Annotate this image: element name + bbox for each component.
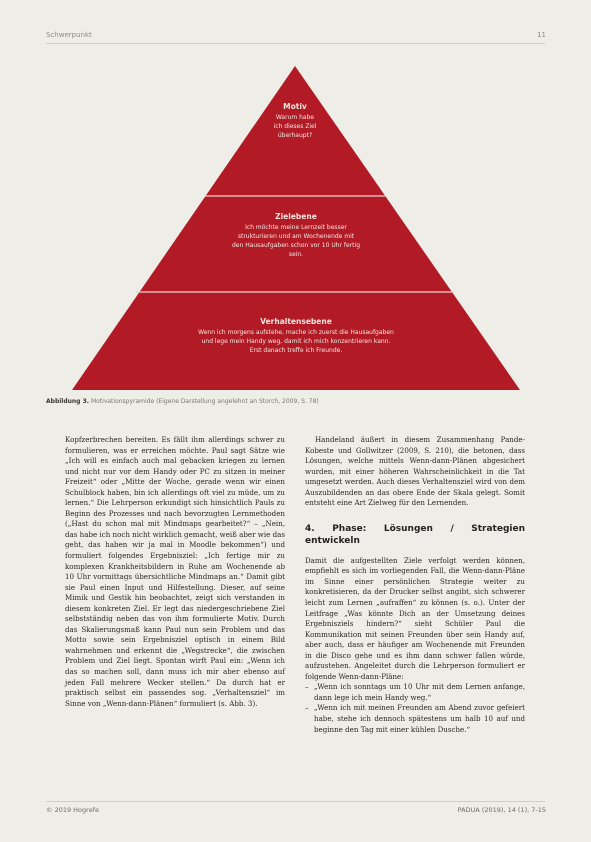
tier-goal-title: Zielebene	[275, 212, 317, 221]
footer-copyright: © 2019 Hogrefe	[46, 806, 99, 814]
text-column-left	[65, 435, 285, 709]
pyramid-tier-behavior	[141, 317, 451, 355]
footer-rule	[46, 801, 545, 802]
header-section-label: Schwerpunkt	[46, 31, 92, 39]
tier-behavior-line: Wenn ich morgens aufstehe, mache ich zuerst die Hausaufgaben	[198, 329, 394, 336]
header-rule	[46, 43, 545, 44]
pyramid-tier-goal	[196, 212, 396, 259]
page-footer	[46, 806, 546, 814]
footer-citation: PADUA (2019), 14 (1), 7-15	[457, 806, 546, 814]
bullet-item: – „Wenn ich mit meinen Freunden am Abend zuvor gefeiert habe, stehe ich dennoch spätestens um halb 10 auf und beginne den Tag mit einer kühlen Dusche.“	[305, 703, 525, 735]
pyramid-tier-motive	[230, 102, 360, 140]
bullet-item: – „Wenn ich sonntags um 10 Uhr mit dem Lernen anfange, dann lege ich mein Handy weg.“	[305, 682, 525, 703]
tier-motive-line: überhaupt?	[277, 132, 313, 139]
figure-caption	[46, 398, 546, 405]
caption-text: Motivationspyramide (Eigene Darstellung angelehnt an Storch, 2009, S. 78)	[90, 398, 319, 405]
tier-goal-line: den Hausaufgaben schon vor 10 Uhr fertig	[231, 242, 361, 249]
text-column-right	[305, 435, 525, 735]
caption-label: Abbildung 3.	[46, 398, 90, 405]
tier-behavior-title: Verhaltensebene	[260, 317, 332, 326]
section-heading: 4. Phase: Lösungen / Strategien entwickeln	[305, 523, 525, 546]
tier-behavior-line: und lege mein Handy weg, damit ich mich konzentrieren kann.	[201, 338, 391, 345]
motivation-pyramid-figure	[46, 62, 546, 394]
tier-goal-line: sein.	[288, 251, 304, 258]
header-page-number: 11	[537, 31, 546, 39]
body-paragraph: Kopfzerbrechen bereiten. Es fällt ihm allerdings schwer zu formulieren, was er erreichen möchte. Paul sagt Sätze wie „Ich will es einfach auch mal gebacken kriegen zu lernen und nicht nur vor dem Handy oder PC zu sitzen in meiner Freizeit“ oder „Mitte der Woche, gerade wenn wir einen Schulblock haben, bin ich allerdings oft viel zu müde, um zu lernen.“ Die Lehrperson erkundigt sich hinsichtlich Pauls zu Beginn des Prozesses und nach bevorzugten Lernmethoden („Hast du schon mal mit Mindmaps gearbeitet?“ – „Nein, das habe ich noch nicht wirklich gemacht, weiß aber wie das geht, das haben wir ja mal in Moodle bekommen“) und formuliert folgendes Ergebnisziel: „Ich fertige mir zu komplexen Krankheitsbildern in Ruhe am Wochenende ab 10 Uhr vormittags übersichtliche Mindmaps an.“ Damit gibt sie Paul einen Input und Hilfestellung. Dieser, auf seine Mimik und Gestik hin beobachtet, zeigt sich verstanden in diesem konkreten Ziel. Er legt das niedergeschriebene Ziel selbstständig neben das von ihm formulierte Motiv. Durch das Skalierungsmaß kann Paul nun sein Problem und das Motto sowie sein Ergebnisziel optisch in einem Bild wahrnehmen und erkennt die „Wegstrecke“, die zwischen Problem und Ziel liegt. Spontan wirft Paul ein: „Wenn ich das so machen soll, dann muss ich mir aber ebenso auf jeden Fall mehrere Wecker stellen.“ Da durch hat er praktisch selbst ein passendes sog. „Verhaltensziel“ im Sinne von „Wenn-dann-Plänen“ formuliert (s. Abb. 3).	[65, 435, 285, 708]
running-header	[46, 31, 546, 39]
body-paragraph: Damit die aufgestellten Ziele verfolgt werden können, empfiehlt es sich im vorliegenden Fall, die Wenn-dann-Pläne im Sinne einer persönlichen Strategie weiter zu konkretisieren, da der Drucker selbst angibt, sich schwerer leicht zum Lernen „aufraffen“ zu können (s. o.). Unter der Leitfrage „Was könnte Dich an der Umsetzung deines Ergebnisziels hindern?“ sieht Schüler Paul die Kommunikation mit seinen Freunden über sein Handy auf, aber auch, dass er häufiger am Wochenende mit Freunden in die Disco gehe und es ihm dann schwer fallen würde, aufzustehen. Angeleitet durch die Lehrperson formuliert er folgende Wenn-dann-Pläne:	[305, 555, 525, 681]
tier-goal-line: Ich möchte meine Lernzeit besser	[245, 224, 347, 231]
tier-motive-title: Motiv	[283, 102, 307, 111]
tier-goal-line: strukturieren und am Wochenende mit	[237, 233, 355, 240]
body-paragraph: Handeland äußert in diesem Zusammenhang Pande-Kobeste und Gollwitzer (2009, S. 210), die betonen, dass Lösungen, welche mittels Wenn-dann-Plänen abgesichert wurden, mit einer höheren Wahrscheinlichkeit in die Tat umgesetzt werden. Auch dieses Verhaltensziel wird von dem Auszubildenden an das obere Ende der Skala gelegt. Somit entsteht eine Art Zielweg für den Lernenden.	[305, 435, 525, 508]
tier-motive-line: ich dieses Ziel	[273, 123, 317, 130]
tier-motive-line: Warum habe	[275, 114, 315, 121]
tier-behavior-line: Erst danach treffe ich Freunde.	[249, 347, 343, 354]
